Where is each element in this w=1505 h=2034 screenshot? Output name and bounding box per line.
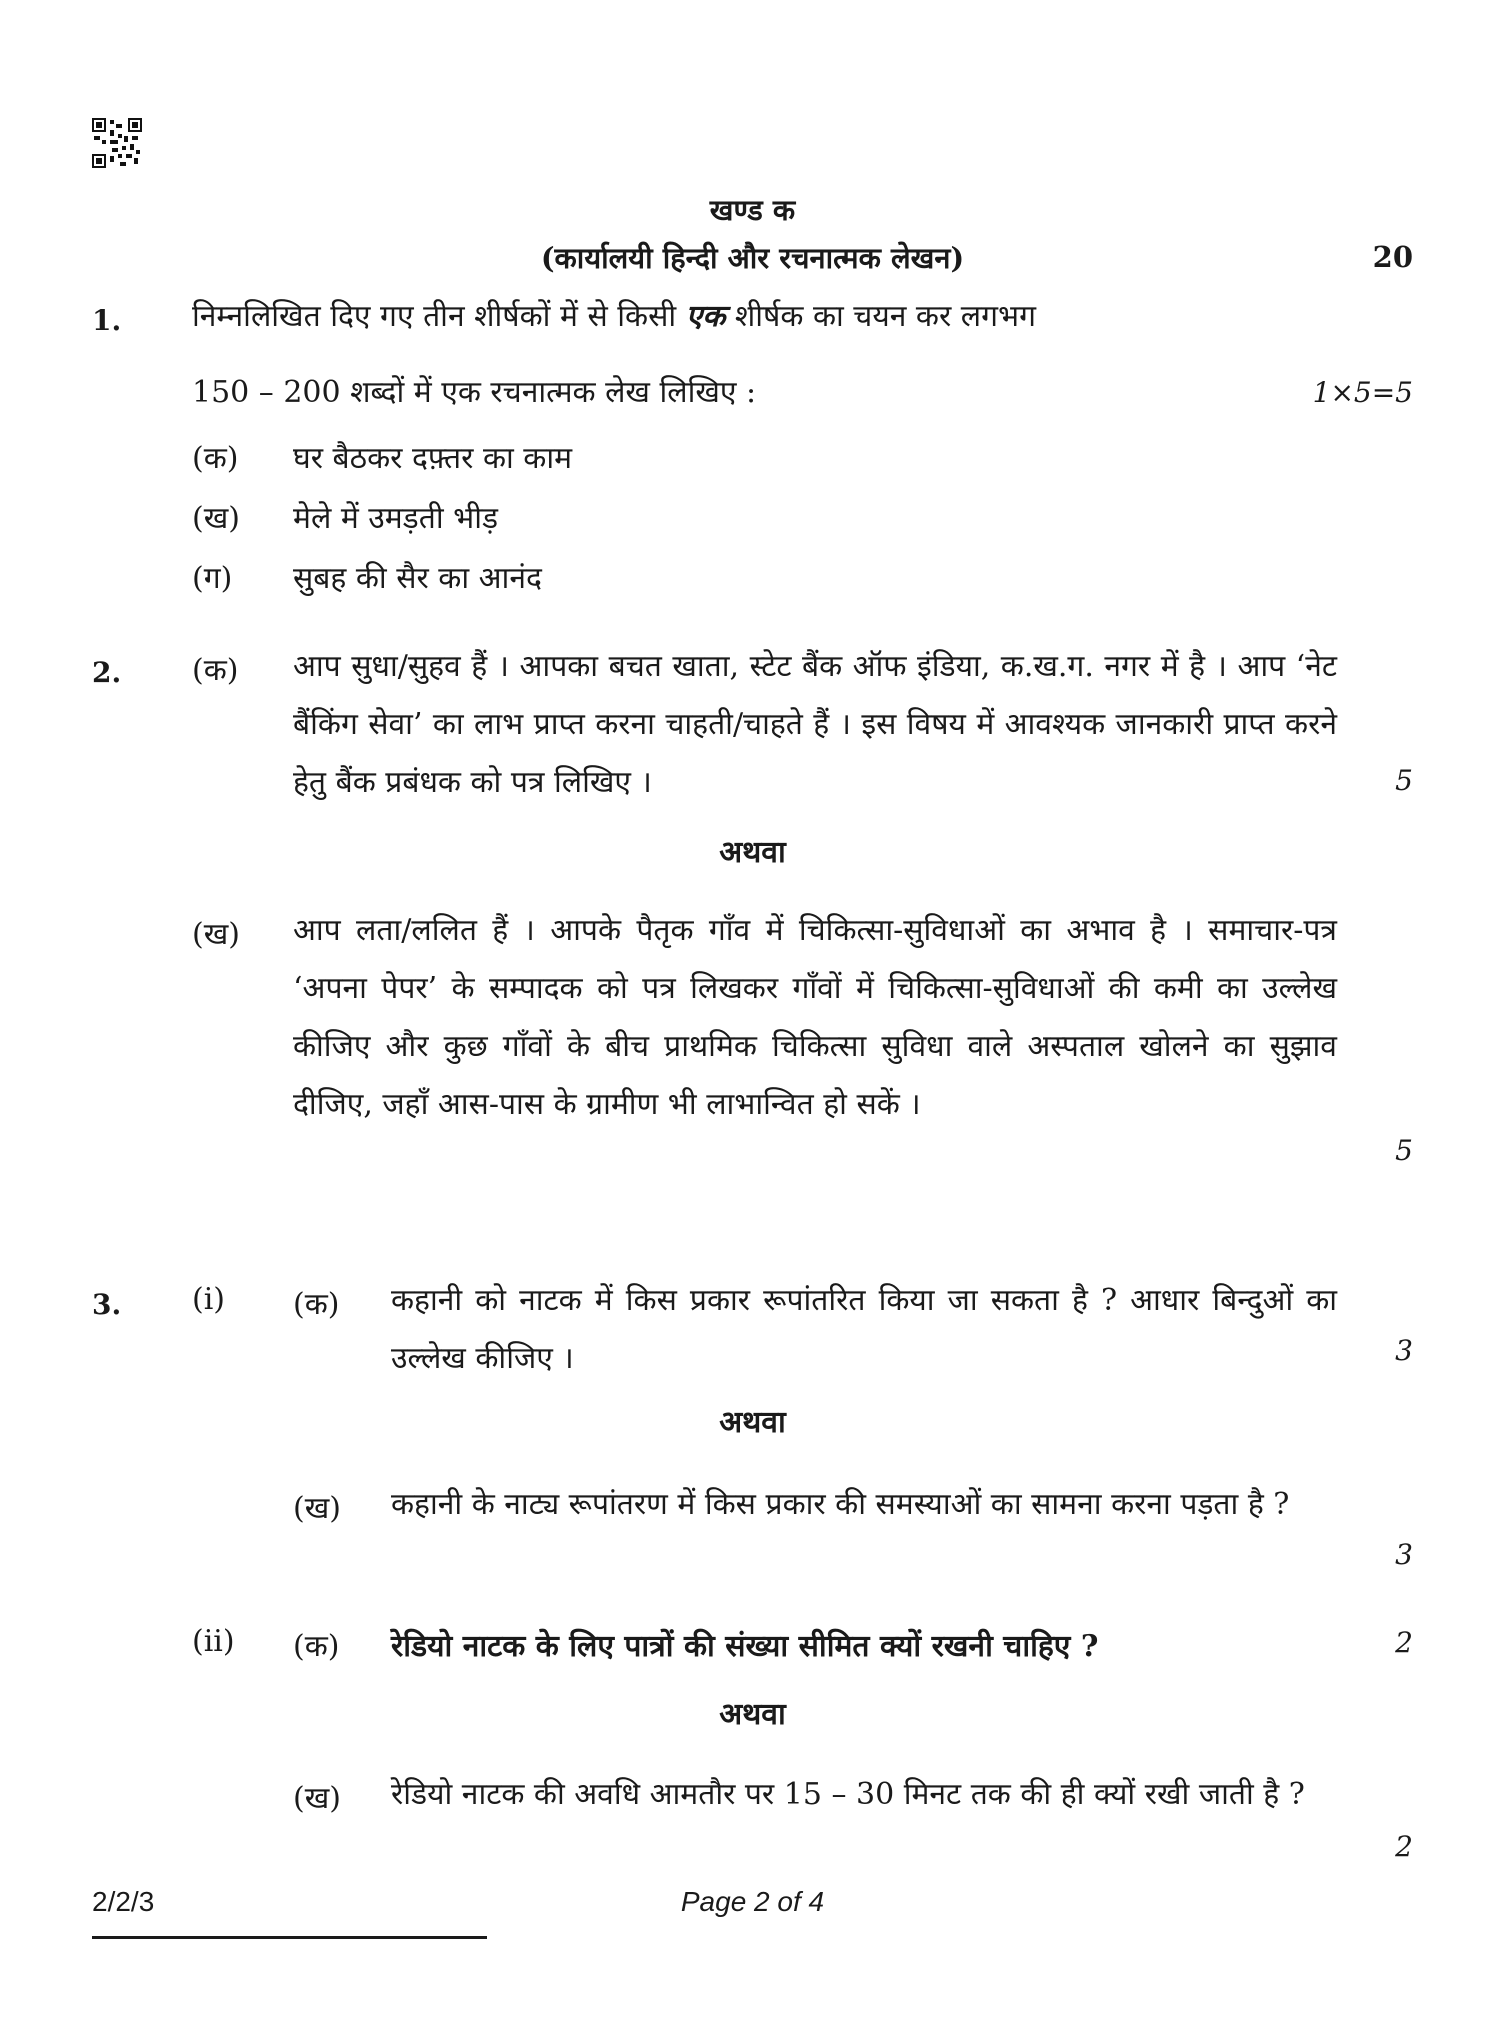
question-3ia-text: कहानी को नाटक में किस प्रकार रूपांतरित किया जा सकता है ? आधार बिन्दुओं का उल्लेख कीजिए ।: [391, 1283, 1337, 1376]
or-separator: अथवा: [719, 1405, 786, 1440]
question-3iia-text: रेडियो नाटक के लिए पात्रों की संख्या सीमित क्यों रखनी चाहिए ?: [391, 1629, 1099, 1664]
question-1-marks: 1×5=5: [1312, 376, 1413, 409]
question-3ii-label: (ii): [192, 1624, 235, 1659]
question-2-number: 2.: [92, 656, 122, 689]
option-label: (ख): [192, 501, 240, 536]
option-label: (क): [192, 441, 239, 476]
question-3ib-label: (ख): [293, 1491, 341, 1526]
question-3iia-marks: 2: [1395, 1626, 1413, 1659]
question-3ib-text: कहानी के नाट्य रूपांतरण में किस प्रकार की समस्याओं का सामना करना पड़ता है ?: [391, 1487, 1290, 1522]
paper-code: 2/2/3: [92, 1886, 155, 1917]
question-1-text: [192, 288, 1337, 346]
question-1-text-part: शीर्षक का चयन कर लगभग: [725, 299, 1036, 334]
option-text: घर बैठकर दफ़्तर का काम: [293, 441, 573, 476]
question-2a-text: आप सुधा/सुहव हैं । आपका बचत खाता, स्टेट बैंक ऑफ इंडिया, क.ख.ग. नगर में है । आप ‘नेट बैंकिंग सेवा’ का लाभ प्राप्त करना चाहती/चाहते हैं । इस विषय में आवश्यक जानकारी प्राप्त करने हेतु बैंक प्रबंधक को पत्र लिखिए ।: [293, 649, 1337, 800]
question-3iib-marks: 2: [1395, 1830, 1413, 1863]
section-subtitle: (कार्यालयी हिन्दी और रचनात्मक लेखन): [540, 241, 965, 275]
question-2a-label: (क): [192, 653, 239, 688]
question-3ib-marks: 3: [1395, 1538, 1413, 1571]
question-3ia-marks: 3: [1395, 1334, 1413, 1367]
question-1-text-line2: 150 – 200 शब्दों में एक रचनात्मक लेख लिखिए :: [192, 375, 757, 410]
qr-code-icon: [92, 118, 142, 168]
section-total-marks: 20: [1372, 240, 1413, 274]
question-1-text-part: निम्नलिखित दिए गए तीन शीर्षकों में से किसी: [192, 299, 686, 334]
question-2b-label: (ख): [192, 917, 240, 952]
question-2a-marks: 5: [1395, 764, 1413, 797]
question-2b-text: आप लता/ललित हैं । आपके पैतृक गाँव में चिकित्सा-सुविधाओं का अभाव है । समाचार-पत्र ‘अपना पेपर’ के सम्पादक को पत्र लिखकर गाँवों में चिकित्सा-सुविधाओं की कमी का उल्लेख कीजिए और कुछ गाँवों के बीच प्राथमिक चिकित्सा सुविधा वाले अस्पताल खोलने का सुझाव दीजिए, जहाँ आस-पास के ग्रामीण भी लाभान्वित हो सकें ।: [293, 913, 1337, 1122]
or-separator: अथवा: [719, 1697, 786, 1732]
question-3iib-label: (ख): [293, 1781, 341, 1816]
option-text: मेले में उमड़ती भीड़: [293, 501, 499, 536]
section-title: खण्ड क: [709, 193, 796, 227]
or-separator: अथवा: [719, 835, 786, 870]
question-3iib-text: रेडियो नाटक की अवधि आमतौर पर 15 – 30 मिनट तक की ही क्यों रखी जाती है ?: [391, 1777, 1305, 1812]
page-number: Page 2 of 4: [680, 1886, 825, 1917]
question-3iia-label: (क): [293, 1629, 340, 1664]
question-1-emphasis: एक: [685, 299, 726, 334]
option-text: सुबह की सैर का आनंद: [293, 561, 542, 596]
question-3ia-label: (क): [293, 1287, 340, 1322]
question-1-number: 1.: [92, 304, 122, 337]
option-label: (ग): [192, 561, 233, 596]
footer-rule: [92, 1936, 487, 1939]
question-3-number: 3.: [92, 1288, 122, 1321]
question-3i-label: (i): [192, 1282, 226, 1317]
question-2b-marks: 5: [1395, 1134, 1413, 1167]
